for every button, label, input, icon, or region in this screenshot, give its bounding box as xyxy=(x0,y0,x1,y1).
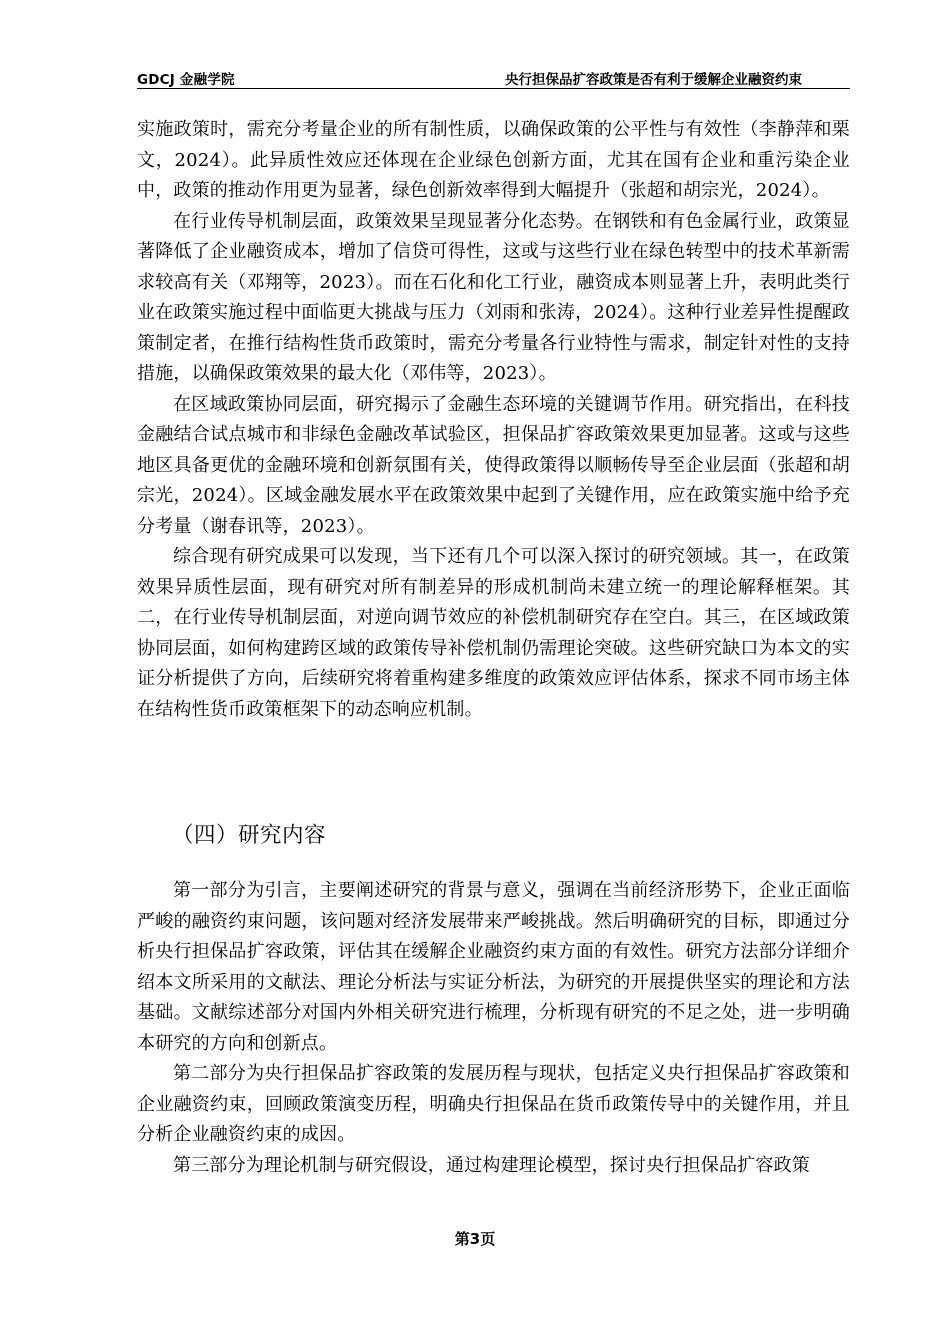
body-text-top xyxy=(137,115,850,725)
paragraph-part-one: 第一部分为引言，主要阐述研究的背景与意义，强调在当前经济形势下，企业正面临严峻的融资约束问题，该问题对经济发展带来严峻挑战。然后明确研究的目标，即通过分析央行担保品扩容政策，评估其在缓解企业融资约束方面的有效性。研究方法部分详细介绍本文所采用的文献法、理论分析法与实证分析法，为研究的开展提供坚实的理论和方法基础。文献综述部分对国内外相关研究进行梳理，分析现有研究的不足之处，进一步明确本研究的方向和创新点。 xyxy=(137,880,850,1054)
header-institution: GDCJ 金融学院 xyxy=(137,72,235,88)
header-title: 央行担保品扩容政策是否有利于缓解企业融资约束 xyxy=(505,72,802,88)
paragraph-part-three: 第三部分为理论机制与研究假设，通过构建理论模型，探讨央行担保品扩容政策 xyxy=(173,1154,810,1176)
page-number: 第3页 xyxy=(454,1230,496,1248)
paragraph-industry: 在行业传导机制层面，政策效果呈现显著分化态势。在钢铁和有色金属行业，政策显著降低了企业融资成本，增加了信贷可得性，这或与这些行业在绿色转型中的技术革新需求较高有关（邓翔等，2023）。而在石化和化工行业，融资成本则显著上升，表明此类行业在政策实施过程中面临更大挑战与压力（刘雨和张涛，2024）。这种行业差异性提醒政策制定者，在推行结构性货币政策时，需充分考量各行业特性与需求，制定针对性的支持措施，以确保政策效果的最大化（邓伟等，2023）。 xyxy=(137,210,850,384)
paragraph-region: 在区域政策协同层面，研究揭示了金融生态环境的关键调节作用。研究指出，在科技金融结合试点城市和非绿色金融改革试验区，担保品扩容政策效果更加显著。这或与这些地区具备更优的金融环境和创新氛围有关，使得政策得以顺畅传导至企业层面（张超和胡宗光，2024）。区域金融发展水平在政策效果中起到了关键作用，应在政策实施中给予充分考量（谢春讯等，2023）。 xyxy=(137,393,850,537)
section-heading: （四）研究内容 xyxy=(172,823,327,848)
paragraph-summary: 综合现有研究成果可以发现，当下还有几个可以深入探讨的研究领域。其一，在政策效果异质性层面，现有研究对所有制差异的形成机制尚未建立统一的理论解释框架。其二，在行业传导机制层面，对逆向调节效应的补偿机制研究存在空白。其三，在区域政策协同层面，如何构建跨区域的政策传导补偿机制仍需理论突破。这些研究缺口为本文的实证分析提供了方向，后续研究将着重构建多维度的政策效应评估体系，探求不同市场主体在结构性货币政策框架下的动态响应机制。 xyxy=(137,546,850,720)
paragraph-continuation: 实施政策时，需充分考量企业的所有制性质，以确保政策的公平性与有效性（李静萍和栗文，2024）。此异质性效应还体现在企业绿色创新方面，尤其在国有企业和重污染企业中，政策的推动作用更为显著，绿色创新效率得到大幅提升（张超和胡宗光，2024）。 xyxy=(137,119,850,201)
paragraph-part-two: 第二部分为央行担保品扩容政策的发展历程与现状，包括定义央行担保品扩容政策和企业融资约束，回顾政策演变历程，明确央行担保品在货币政策传导中的关键作用，并且分析企业融资约束的成因。 xyxy=(137,1063,850,1145)
page-header xyxy=(137,66,850,89)
body-text-bottom xyxy=(137,876,850,1181)
